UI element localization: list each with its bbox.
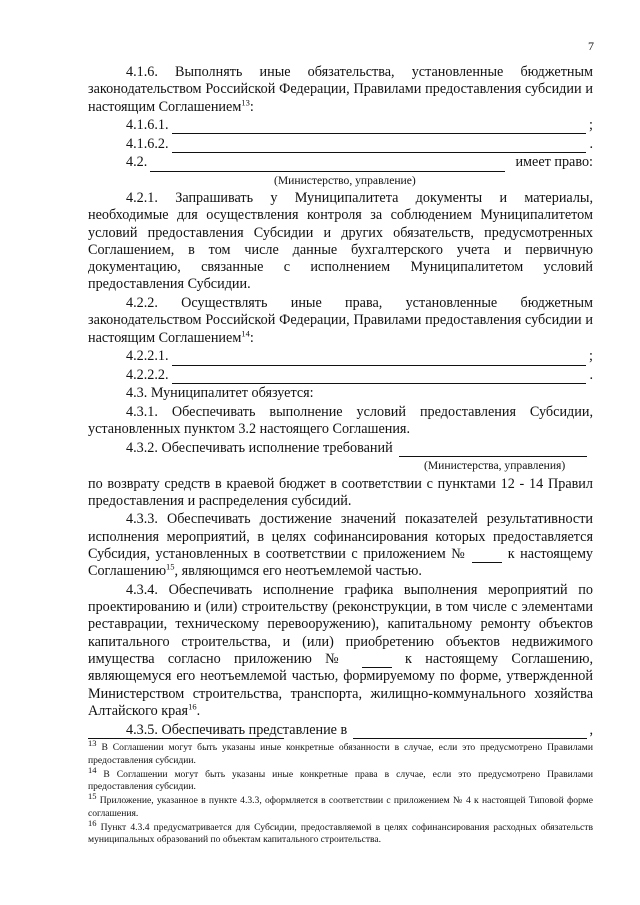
line-4-3-2 (88, 440, 593, 457)
footnote-number: 13 (88, 737, 97, 748)
line-end: , (589, 721, 593, 738)
footnote-number: 14 (88, 764, 97, 775)
footnote-text: Пункт 4.3.4 предусматривается для Субсидии, предоставляемой в целях софинансирования расходных обязательств муниципальных образований по объектам капитального строительства. (88, 821, 593, 846)
paragraph-text: 4.3.4. Обеспечивать исполнение графика выполнения мероприятий по проектированию и (или) строительству (реконструкции, в том числе с элементами реставрации, техническому перевооружению), капитальному ремонту объектов капитального строительства, и (или) приобретению объектов недвижимого имущества согласно приложению № (88, 581, 593, 668)
fill-in-blank (150, 157, 505, 172)
page-number: 7 (588, 39, 594, 53)
line-4-2 (88, 154, 593, 171)
paragraph-text: 4.2.2. Осуществлять иные права, установленные бюджетным законодательством Российской Федерации, Правилами предоставления субсидии и настоящим Соглашением (88, 295, 593, 346)
paragraph-4-3: 4.3. Муниципалитет обязуется: (126, 385, 314, 402)
fill-in-blank (172, 119, 586, 134)
item-label: 4.3.5. Обеспечивать представление в (126, 721, 348, 738)
line-end: имеет право: (515, 154, 593, 171)
footnote-ref: 13 (241, 96, 250, 107)
fill-in-blank (172, 138, 587, 153)
paragraph-4-3-3 (88, 511, 593, 580)
line-4-3-5 (88, 722, 593, 739)
line-4-2-2-2 (88, 367, 593, 384)
footnote-13 (88, 737, 593, 767)
footnote-number: 16 (88, 817, 97, 828)
footnote-text: В Соглашении могут быть указаны иные конкретные обязанности в случае, если это предусмотрено Правилами предоставления субсидии. (88, 742, 593, 766)
line-4-2-2-1 (88, 348, 593, 365)
line-4-1-6-2 (88, 136, 593, 153)
paragraph-4-2-1: 4.2.1. Запрашивать у Муниципалитета документы и материалы, необходимые для осуществления контроля за соблюдением Муниципалитетом условий предоставления Субсидии и других обязательств, предусмотренных Соглашением, в том числе данные бухгалтерского учета и первичную документацию, связанные с исполнением Муниципалитетом условий предоставления Субсидии. (88, 189, 593, 293)
fill-in-blank (353, 724, 587, 739)
paragraph-4-3-1: 4.3.1. Обеспечивать выполнение условий предоставления Субсидии, установленных пунктом 3.2 настоящего Соглашения. (88, 404, 593, 438)
item-label: 4.2. (126, 154, 148, 171)
fill-in-blank (172, 369, 587, 384)
paragraph-text: 4.1.6. Выполнять иные обязательства, установленные бюджетным законодательством Российской Федерации, Правилами предоставления субсидии и настоящим Соглашением (88, 64, 593, 115)
paragraph-tail: : (249, 98, 254, 115)
line-end: ; (589, 117, 593, 134)
footnote-separator (88, 738, 284, 739)
item-label: 4.1.6.2. (126, 135, 169, 152)
footnote-15 (88, 790, 593, 820)
item-label: 4.2.2.1. (126, 348, 169, 365)
line-end: . (589, 135, 593, 152)
footnote-ref: 15 (166, 561, 175, 572)
footnote-16 (88, 817, 593, 847)
paragraph-4-3-4 (88, 582, 593, 720)
paragraph-tail: . (196, 702, 201, 719)
appendix-number-blank (362, 654, 392, 668)
footnote-text: В Соглашении могут быть указаны иные конкретные права в случае, если это предусмотрено Правилами предоставления субсидии. (88, 768, 593, 793)
footnote-text: Приложение, указанное в пункте 4.3.3, оформляется в соответствии с приложением № 4 к настоящей Типовой форме соглашения. (88, 795, 593, 819)
paragraph-tail: : (249, 329, 254, 346)
item-label: 4.2.2.2. (126, 366, 169, 383)
footnote-ref: 16 (188, 701, 197, 712)
appendix-number-blank (472, 549, 502, 563)
footnotes (88, 737, 593, 848)
paragraph-4-2-2 (88, 295, 593, 347)
document-body (88, 64, 593, 740)
paragraph-text: 4.3.3. Обеспечивать достижение значений показателей результативности исполнения мероприятий, в целях софинансирования которых предоставляется Субсидия, установленных в соответствии с приложением № (88, 511, 593, 562)
paragraph-text-mid: к настоящему Соглашению (88, 545, 594, 580)
item-label: 4.1.6.1. (126, 117, 169, 134)
line-end: . (589, 366, 593, 383)
caption-ministry-department: (Министерства, управления) (424, 459, 566, 473)
line-4-1-6-1 (88, 117, 593, 134)
caption-ministry: (Министерство, управление) (274, 173, 416, 187)
footnote-number: 15 (88, 790, 97, 801)
fill-in-blank (399, 442, 587, 457)
paragraph-text-mid: к настоящему Соглашению, являющемуся его неотъемлемой частью, формируемому по форме, утвержденной Министерством строительства, транспорта, жилищно-коммунального хозяйства Алтайского края (88, 651, 593, 719)
item-label: 4.3.2. Обеспечивать исполнение требований (126, 439, 393, 456)
fill-in-blank (172, 351, 586, 366)
paragraph-tail: , являющимся его неотъемлемой частью. (174, 563, 422, 580)
paragraph-4-1-6 (88, 64, 593, 116)
footnote-14 (88, 764, 593, 794)
paragraph-4-3-2-continued: по возврату средств в краевой бюджет в соответствии с пунктами 12 - 14 Правил предоставления и распределения субсидий. (88, 475, 593, 509)
line-end: ; (589, 348, 593, 365)
footnote-ref: 14 (241, 327, 250, 338)
